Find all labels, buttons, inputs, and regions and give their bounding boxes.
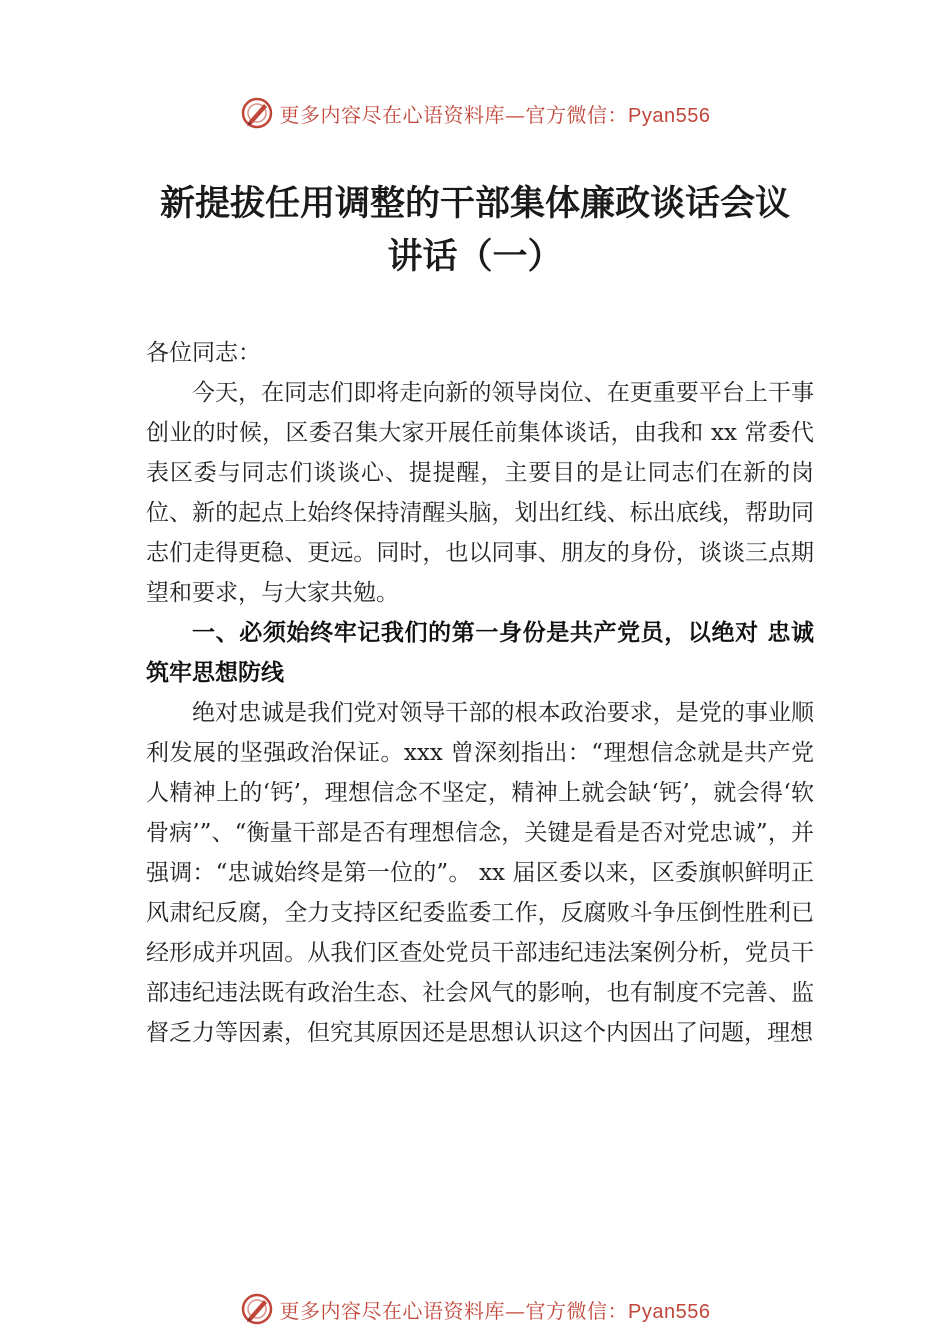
wechat-id: Pyan556 <box>628 104 711 127</box>
document-title <box>0 178 950 284</box>
section-heading-1: 一、必须始终牢记我们的第一身份是共产党员，以绝对 忠诚筑牢思想防线 <box>146 620 814 686</box>
title-line-1: 新提拔任用调整的干部集体廉政谈话会议 <box>159 184 790 224</box>
watermark-banner-top <box>0 93 950 133</box>
paragraph-2: 绝对忠诚是我们党对领导干部的根本政治要求，是党的事业顺利发展的坚强政治保证。xxx 曾深刻指出：“理想信念就是共产党人精神上的‘钙’，理想信念不坚定，精神上就会缺‘钙’，就会得‘软骨病’”、“衡量干部是否有理想信念，关键是看是否对党忠诚”，并强调：“忠诚始终是第一位的”。 xx 届区委以来，区委旗帜鲜明正风肃纪反腐，全力支持区纪委监委工作，反腐败斗争压倒性胜利已经形成并巩固。从我们区查处党员干部违纪违法案例分析，党员干部违纪违法既有政治生态、社会风气的影响，也有制度不完善、监督乏力等因素，但究其原因还是思想认识这个内因出了问题，理想 <box>146 700 814 1046</box>
watermark-text: 更多内容尽在心语资料库—官方微信：Pyan556 <box>279 102 711 127</box>
watermark-content <box>240 96 711 130</box>
watermark-text: 更多内容尽在心语资料库—官方微信：Pyan556 <box>279 1298 711 1323</box>
pen-circle-logo-icon <box>240 96 274 130</box>
watermark-banner-bottom <box>0 1289 950 1329</box>
title-line-2: 讲话（一） <box>387 237 563 277</box>
paragraph-1: 今天，在同志们即将走向新的领导岗位、在更重要平台上干事创业的时候，区委召集大家开展任前集体谈话，由我和 xx 常委代表区委与同志们谈谈心、提提醒，主要目的是让同志们在新的岗位、新的起点上始终保持清醒头脑，划出红线、标出底线，帮助同志们走得更稳、更远。同时，也以同事、朋友的身份，谈谈三点期望和要求，与大家共勉。 <box>146 380 814 606</box>
wechat-id: Pyan556 <box>628 1300 711 1323</box>
greeting: 各位同志： <box>146 340 261 366</box>
pen-circle-logo-icon <box>240 1292 274 1326</box>
watermark-content <box>240 1292 711 1326</box>
document-body <box>146 333 814 1053</box>
